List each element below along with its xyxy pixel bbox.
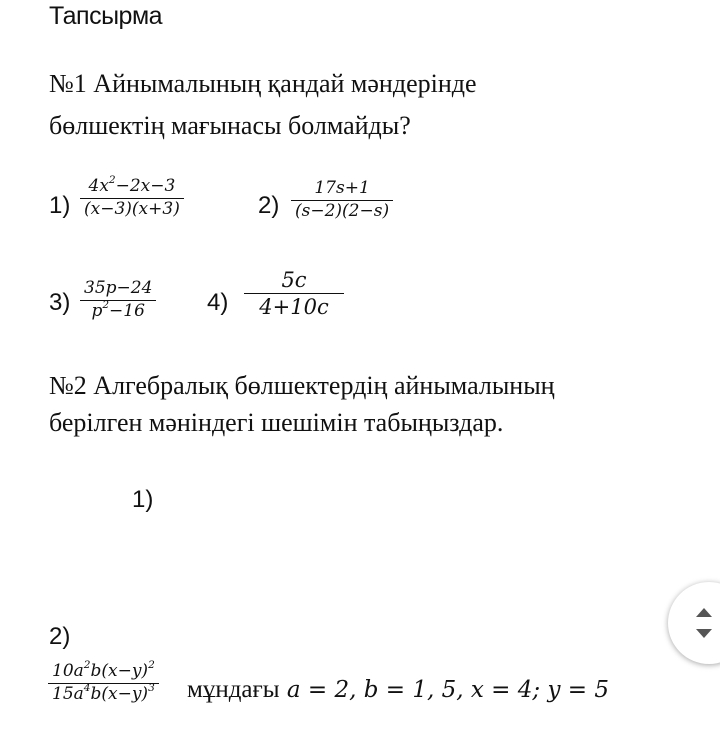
chevron-up-icon[interactable] [696,608,712,617]
task1-item2-label: 2) [258,192,280,219]
task1-item1-fraction [80,174,184,219]
fraction-denominator: $p^2-16$ [91,298,145,321]
task2-question-line2: берілген мәніндегі шешімін табыңыздар. [49,408,504,437]
fraction-numerator: $10a^2b(x-y)^2$ [52,659,155,681]
condition-values: a = 2, b = 1, 5, x = 4; y = 5 [286,677,609,703]
task1-item2-fraction [291,179,393,221]
task2-question-line1: №2 Алгебралық бөлшектердің айнымалының [49,371,555,400]
fraction-bar [244,293,344,294]
fraction-numerator: 17s+1 [314,178,370,198]
scroll-button[interactable] [668,582,720,664]
task1-question-line1: №1 Айнымалының қандай мәндерінде [49,69,477,98]
task1-item1-label: 1) [49,192,71,219]
fraction-denominator: $15a^4b(x-y)^3$ [52,681,155,704]
task1-question-line2: бөлшектің мағынасы болмайды? [49,111,411,140]
fraction-numerator: 5c [281,268,307,292]
fraction-denominator: (s−2)(2−s) [295,200,390,221]
chevron-down-icon[interactable] [696,629,712,638]
task2-item2-label: 2) [49,623,71,650]
condition-word: мұндағы [187,676,280,703]
fraction-denominator: (x−3)(x+3) [84,198,180,219]
task2-condition [187,676,609,704]
fraction-numerator: 35p−24 [84,278,153,298]
task1-item3-label: 3) [49,289,71,316]
task1-item4-fraction [244,268,344,319]
task1-item4-label: 4) [207,289,229,316]
task2-item2-fraction [48,659,159,704]
fraction-numerator: $4x^2-2x-3$ [88,174,176,196]
page-title: Тапсырма [49,2,163,30]
fraction-denominator: 4+10c [259,295,329,320]
task2-item1-label: 1) [132,486,154,513]
task1-item3-fraction [80,279,156,321]
